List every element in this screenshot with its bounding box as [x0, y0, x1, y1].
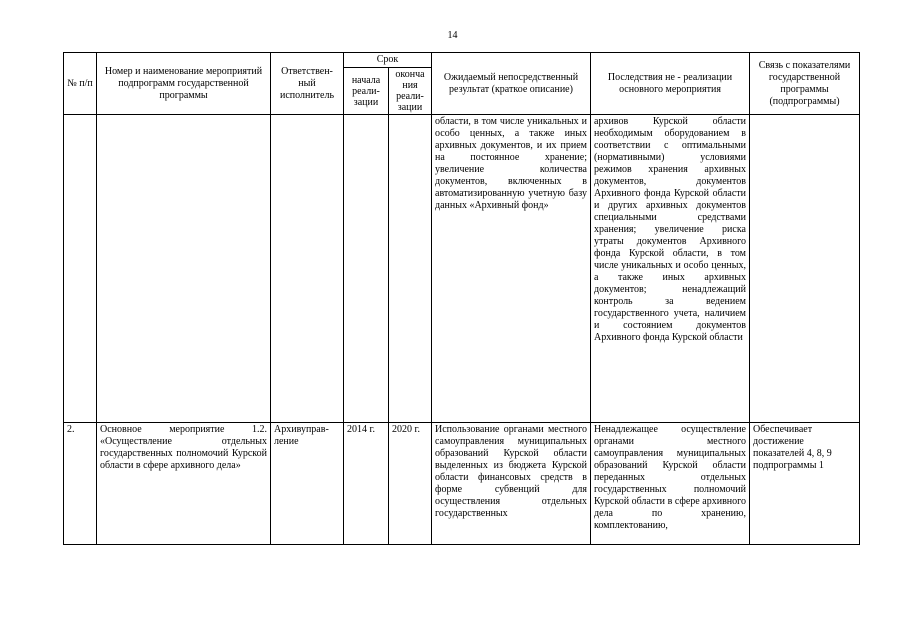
header-consequences: Последствия не - реализации основного мероприятия [591, 53, 750, 115]
header-expected: Ожидаемый непосредственный результат (краткое описание) [432, 53, 591, 115]
cell-end [389, 115, 432, 423]
page-number: 14 [447, 30, 458, 41]
cell-name [97, 115, 271, 423]
cell-consequences: Ненадлежащее осуществление органами местного самоуправления муниципальных образований Курской области переданных отдельных государственных полномочий Курской области в сфере архивного дела по хранению, комплектованию, [591, 423, 750, 545]
cell-name: Основное мероприятие 1.2. «Осуществление отдельных государственных полномочий Курской области в сфере архивного дела» [97, 423, 271, 545]
measures-table [63, 52, 860, 545]
cell-link [750, 115, 860, 423]
header-num: № п/п [64, 53, 97, 115]
header-name: Номер и наименование мероприятий подпрограмм государственной программы [97, 53, 271, 115]
cell-responsible [271, 115, 344, 423]
cell-start: 2014 г. [344, 423, 389, 545]
header-link: Связь с показателями государственной программы (подпрограммы) [750, 53, 860, 115]
table-row [64, 115, 860, 423]
cell-expected: Использование органами местного самоуправления муниципальных образований Курской области выделенных из бюджета Курской области финансовых средств в форме субвенций для осуществления отдельных государственных [432, 423, 591, 545]
cell-start [344, 115, 389, 423]
cell-num [64, 115, 97, 423]
cell-responsible: Архивуправ-ление [271, 423, 344, 545]
table-row [64, 423, 860, 545]
header-row [64, 53, 860, 68]
cell-num: 2. [64, 423, 97, 545]
header-term-start: начала реали-зации [344, 68, 389, 115]
cell-expected: области, в том числе уникальных и особо ценных, а также иных архивных документов, и их прием на постоянное хранение; увеличение количества документов, включенных в автоматизированную учетную базу данных «Архивный фонд» [432, 115, 591, 423]
cell-end: 2020 г. [389, 423, 432, 545]
cell-consequences: архивов Курской области необходимым оборудованием в соответствии с оптимальными (нормативными) условиями режимов хранения архивных документов, документов Архивного фонда Курской области и других архивных документов специальными средствами хранения; увеличение риска утраты документов Архивного фонда Курской области, в том числе уникальных и особо ценных, а также иных архивных документов; ненадлежащий контроль за ведением государственного учета, наличием и состоянием документов Архивного фонда Курской области [591, 115, 750, 423]
cell-link: Обеспечивает достижение показателей 4, 8, 9 подпрограммы 1 [750, 423, 860, 545]
header-responsible: Ответствен-ный исполнитель [271, 53, 344, 115]
header-term-end: оконча ния реали-зации [389, 68, 432, 115]
header-term: Срок [344, 53, 432, 68]
